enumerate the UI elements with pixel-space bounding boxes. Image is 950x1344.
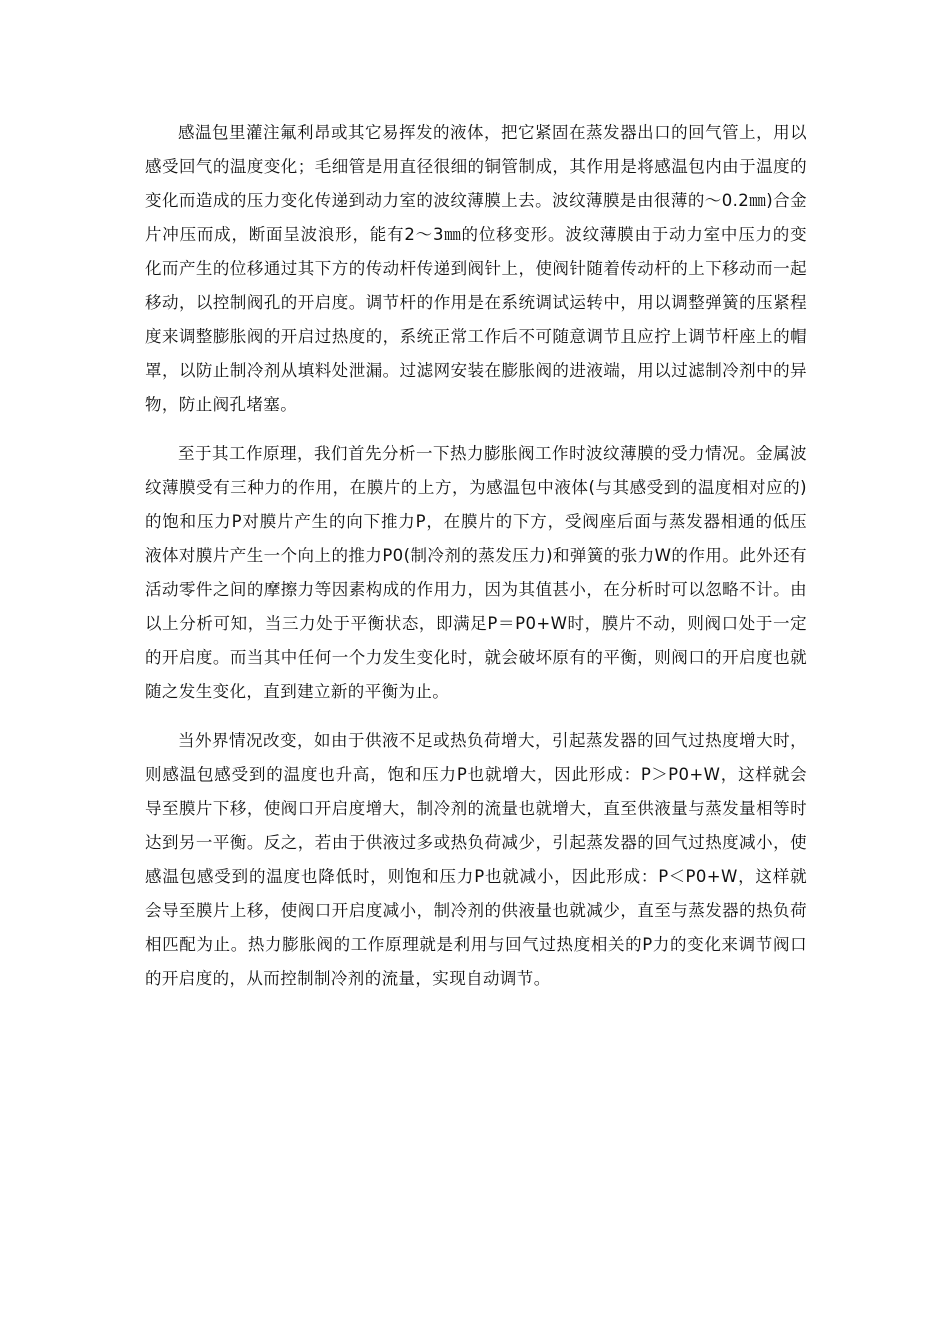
paragraph-sensor-components: 感温包里灌注氟利昂或其它易挥发的液体，把它紧固在蒸发器出口的回气管上，用以感受回气的温度变化；毛细管是用直径很细的铜管制成，其作用是将感温包内由于温度的变化而造成的压力变化传递到动力室的波纹薄膜上去。波纹薄膜是由很薄的～0.2㎜)合金片冲压而成，断面呈波浪形，能有2～3㎜的位移变形。波纹薄膜由于动力室中压力的变化而产生的位移通过其下方的传动杆传递到阀针上，使阀针随着传动杆的上下移动而一起移动，以控制阀孔的开启度。调节杆的作用是在系统调试运转中，用以调整弹簧的压紧程度来调整膨胀阀的开启过热度的，系统正常工作后不可随意调节且应拧上调节杆座上的帽罩，以防止制冷剂从填料处泄漏。过滤网安装在膨胀阀的进液端，用以过滤制冷剂中的异物，防止阀孔堵塞。 — [145, 123, 807, 414]
paragraph-working-principle: 至于其工作原理，我们首先分析一下热力膨胀阀工作时波纹薄膜的受力情况。金属波纹薄膜受有三种力的作用，在膜片的上方，为感温包中液体(与其感受到的温度相对应的)的饱和压力P对膜片产生的向下推力P，在膜片的下方，受阀座后面与蒸发器相通的低压液体对膜片产生一个向上的推力P0(制冷剂的蒸发压力)和弹簧的张力W的作用。此外还有活动零件之间的摩擦力等因素构成的作用力，因为其值甚小，在分析时可以忽略不计。由以上分析可知，当三力处于平衡状态，即满足P＝P0+W时，膜片不动，则阀口处于一定的开启度。而当其中任何一个力发生变化时，就会破坏原有的平衡，则阀口的开启度也就随之发生变化，直到建立新的平衡为止。 — [145, 444, 807, 701]
document-body — [145, 116, 807, 996]
paragraph-automatic-adjustment: 当外界情况改变，如由于供液不足或热负荷增大，引起蒸发器的回气过热度增大时，则感温包感受到的温度也升高，饱和压力P也就增大，因此形成：P＞P0+W，这样就会导至膜片下移，使阀口开启度增大，制冷剂的流量也就增大，直至供液量与蒸发量相等时达到另一平衡。反之，若由于供液过多或热负荷减少，引起蒸发器的回气过热度减小，使感温包感受到的温度也降低时，则饱和压力P也就减小，因此形成：P＜P0+W，这样就会导至膜片上移，使阀口开启度减小，制冷剂的供液量也就减少，直至与蒸发器的热负荷相匹配为止。热力膨胀阀的工作原理就是利用与回气过热度相关的P力的变化来调节阀口的开启度的，从而控制制冷剂的流量，实现自动调节。 — [145, 731, 807, 988]
